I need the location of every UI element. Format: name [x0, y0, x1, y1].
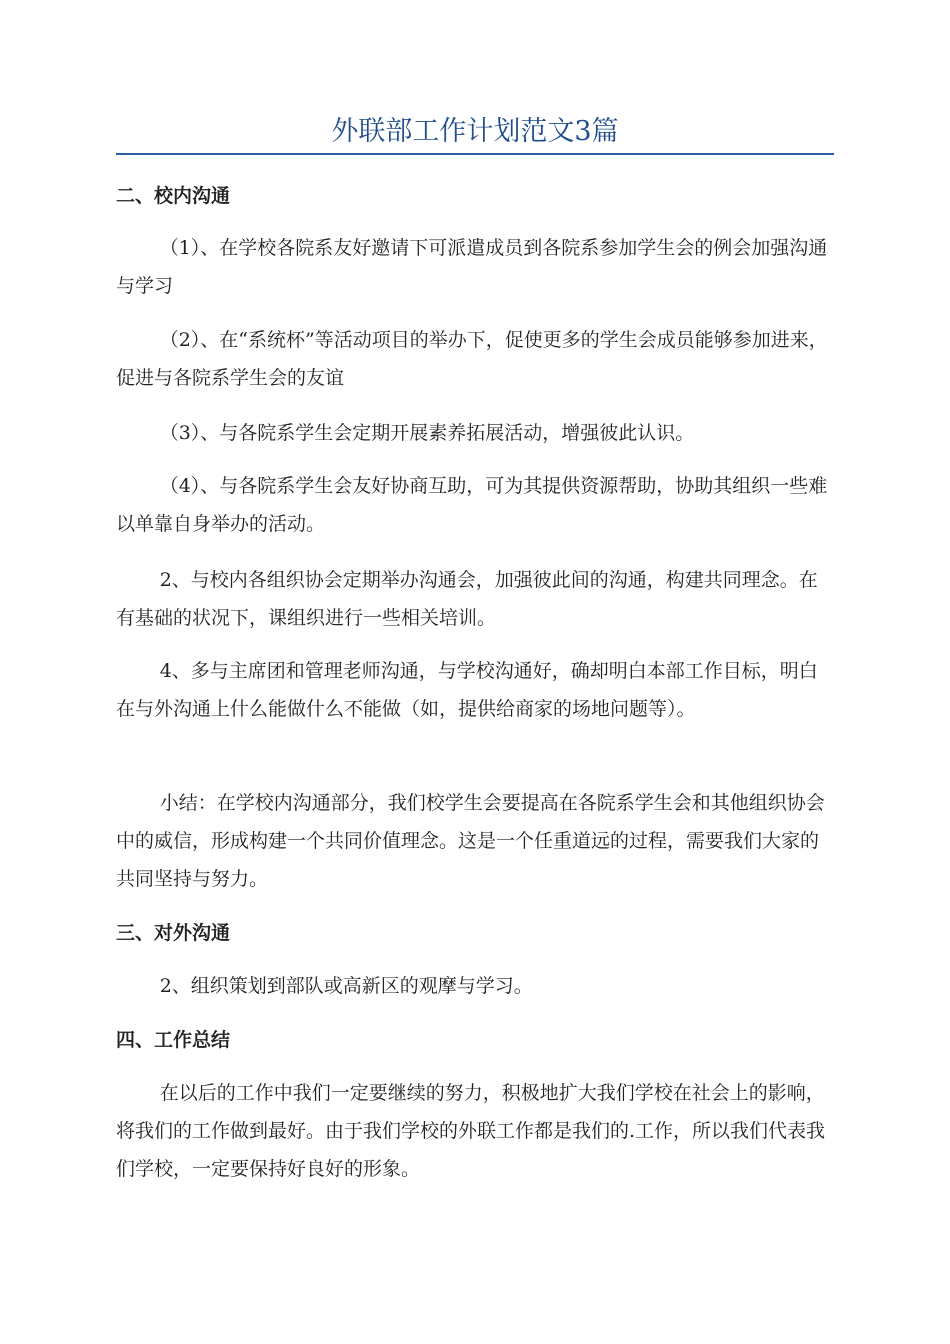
section-heading-summary: 四、工作总结: [116, 1029, 231, 1051]
paragraph: （1）、在学校各院系友好邀请下可派遣成员到各院系参加学生会的例会加强沟通与学习: [116, 237, 828, 297]
paragraph: 在以后的工作中我们一定要继续的努力，积极地扩大我们学校在社会上的影响，将我们的工作做到最好。由于我们学校的外联工作都是我们的.工作，所以我们代表我们学校，一定要保持好良好的形象。: [116, 1082, 826, 1180]
paragraph: （3）、与各院系学生会定期开展素养拓展活动，增强彼此认识。: [159, 422, 695, 444]
section-heading-external: 三、对外沟通: [116, 922, 231, 944]
paragraph: （2）、在“系统杯”等活动项目的举办下，促使更多的学生会成员能够参加进来，促进与各院系学生会的友谊: [116, 329, 828, 389]
section-heading-internal: 二、校内沟通: [116, 185, 231, 207]
paragraph: 2、与校内各组织协会定期举办沟通会，加强彼此间的沟通，构建共同理念。在有基础的状况下，课组织进行一些相关培训。: [116, 569, 818, 629]
document-title: 外联部工作计划范文3篇: [331, 116, 619, 147]
paragraph: 4、多与主席团和管理老师沟通，与学校沟通好，确却明白本部工作目标，明白在与外沟通上什么能做什么不能做（如，提供给商家的场地问题等）。: [116, 660, 818, 720]
paragraph: （4）、与各院系学生会友好协商互助，可为其提供资源帮助，协助其组织一些难以单靠自身举办的活动。: [116, 475, 828, 535]
paragraph: 2、组织策划到部队或高新区的观摩与学习。: [159, 975, 533, 997]
title-underline: [116, 153, 834, 155]
summary-paragraph: 小结：在学校内沟通部分，我们校学生会要提高在各院系学生会和其他组织协会中的威信，形成构建一个共同价值理念。这是一个任重道远的过程，需要我们大家的共同坚持与努力。: [116, 792, 825, 890]
